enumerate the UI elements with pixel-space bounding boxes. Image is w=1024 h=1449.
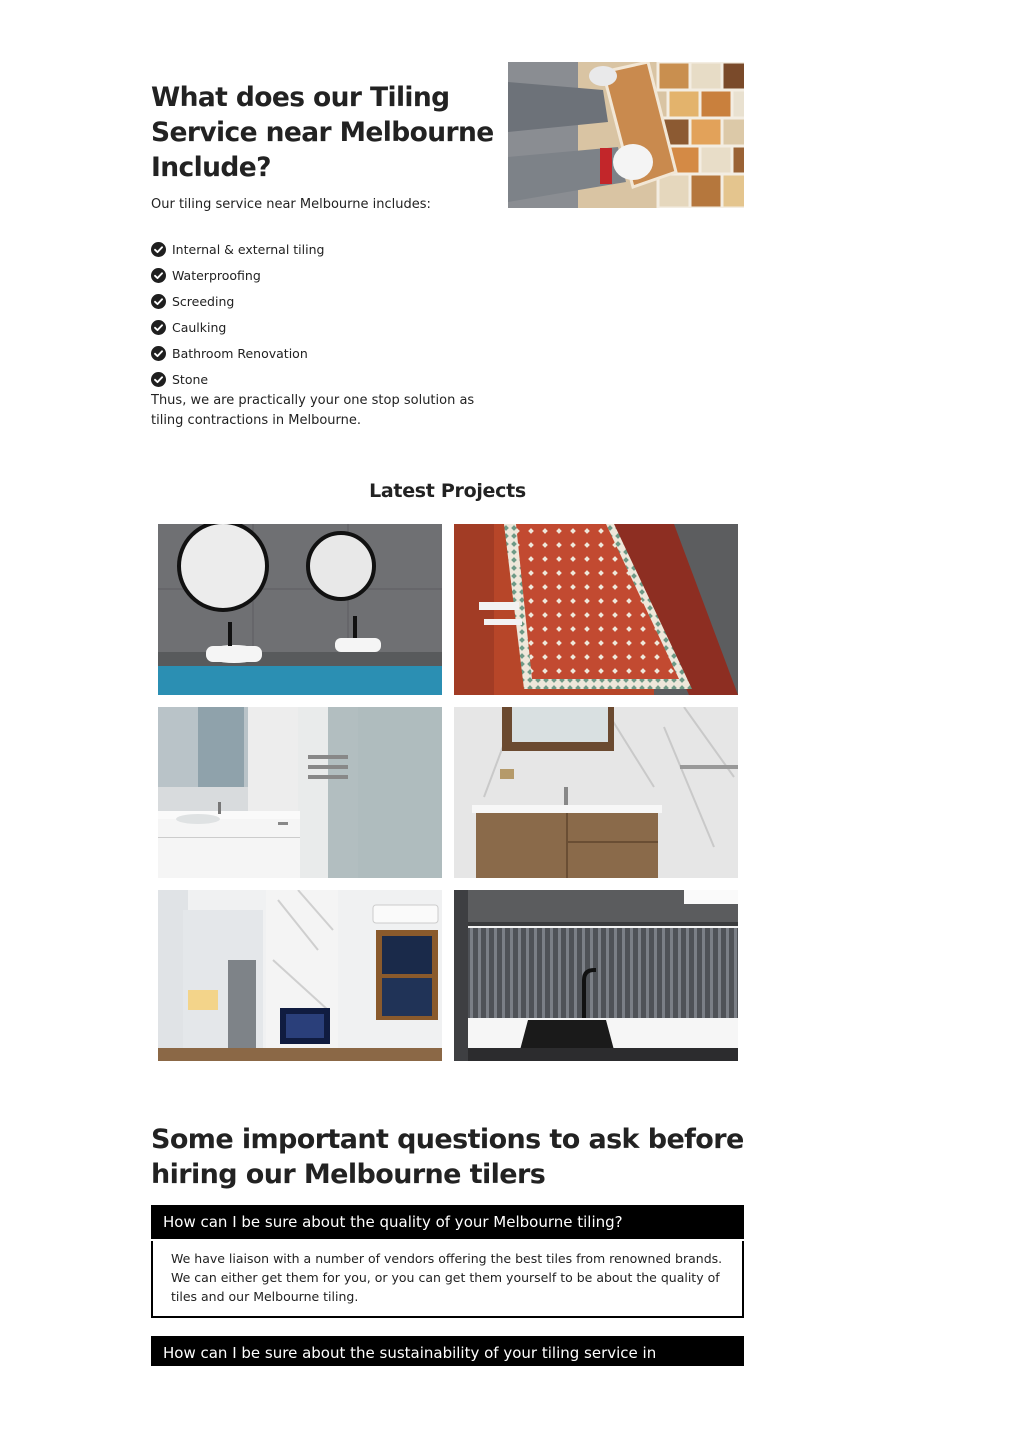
faq-question-sustainability[interactable]: How can I be sure about the sustainability of your tiling service in: [151, 1336, 744, 1366]
faq-heading: Some important questions to ask before hiring our Melbourne tilers: [151, 1124, 744, 1190]
service-label: Stone: [172, 371, 209, 387]
intro-text: Our tiling service near Melbourne includes:: [151, 197, 431, 212]
project-image-kitchen-splashback[interactable]: [454, 890, 738, 1061]
check-circle-icon: [151, 242, 166, 257]
service-label: Waterproofing: [172, 267, 261, 283]
service-label: Internal & external tiling: [172, 241, 325, 257]
project-image-marble-fireplace[interactable]: [158, 890, 442, 1061]
check-circle-icon: [151, 268, 166, 283]
service-item: [151, 236, 324, 262]
check-circle-icon: [151, 320, 166, 335]
service-item: [151, 340, 324, 366]
closing-text: Thus, we are practically your one stop solution as tiling contractions in Melbourne.: [151, 393, 475, 428]
project-image-marble-shower[interactable]: [158, 707, 442, 878]
check-circle-icon: [151, 294, 166, 309]
service-label: Caulking: [172, 319, 227, 335]
check-circle-icon: [151, 346, 166, 361]
tiling-hero-image: [508, 62, 744, 208]
service-label: Bathroom Renovation: [172, 345, 308, 361]
service-item: [151, 366, 324, 392]
faq-answer-quality: We have liaison with a number of vendors offering the best tiles from renowned brands. We can either get them for you, or you can get them yourself to be about the quality of tiles and our Melbourne tiling.: [151, 1241, 744, 1318]
latest-projects-heading: Latest Projects: [369, 480, 526, 502]
project-image-round-mirrors-vanity[interactable]: [158, 524, 442, 695]
service-item: [151, 314, 324, 340]
intro-heading: What does our Tiling Service near Melbourne Include?: [151, 82, 494, 183]
service-list: [151, 236, 324, 392]
service-item: [151, 262, 324, 288]
service-label: Screeding: [172, 293, 235, 309]
project-image-tessellated-path[interactable]: [454, 524, 738, 695]
faq-question-quality[interactable]: How can I be sure about the quality of your Melbourne tiling?: [151, 1205, 744, 1239]
check-circle-icon: [151, 372, 166, 387]
project-image-timber-vanity[interactable]: [454, 707, 738, 878]
service-item: [151, 288, 324, 314]
